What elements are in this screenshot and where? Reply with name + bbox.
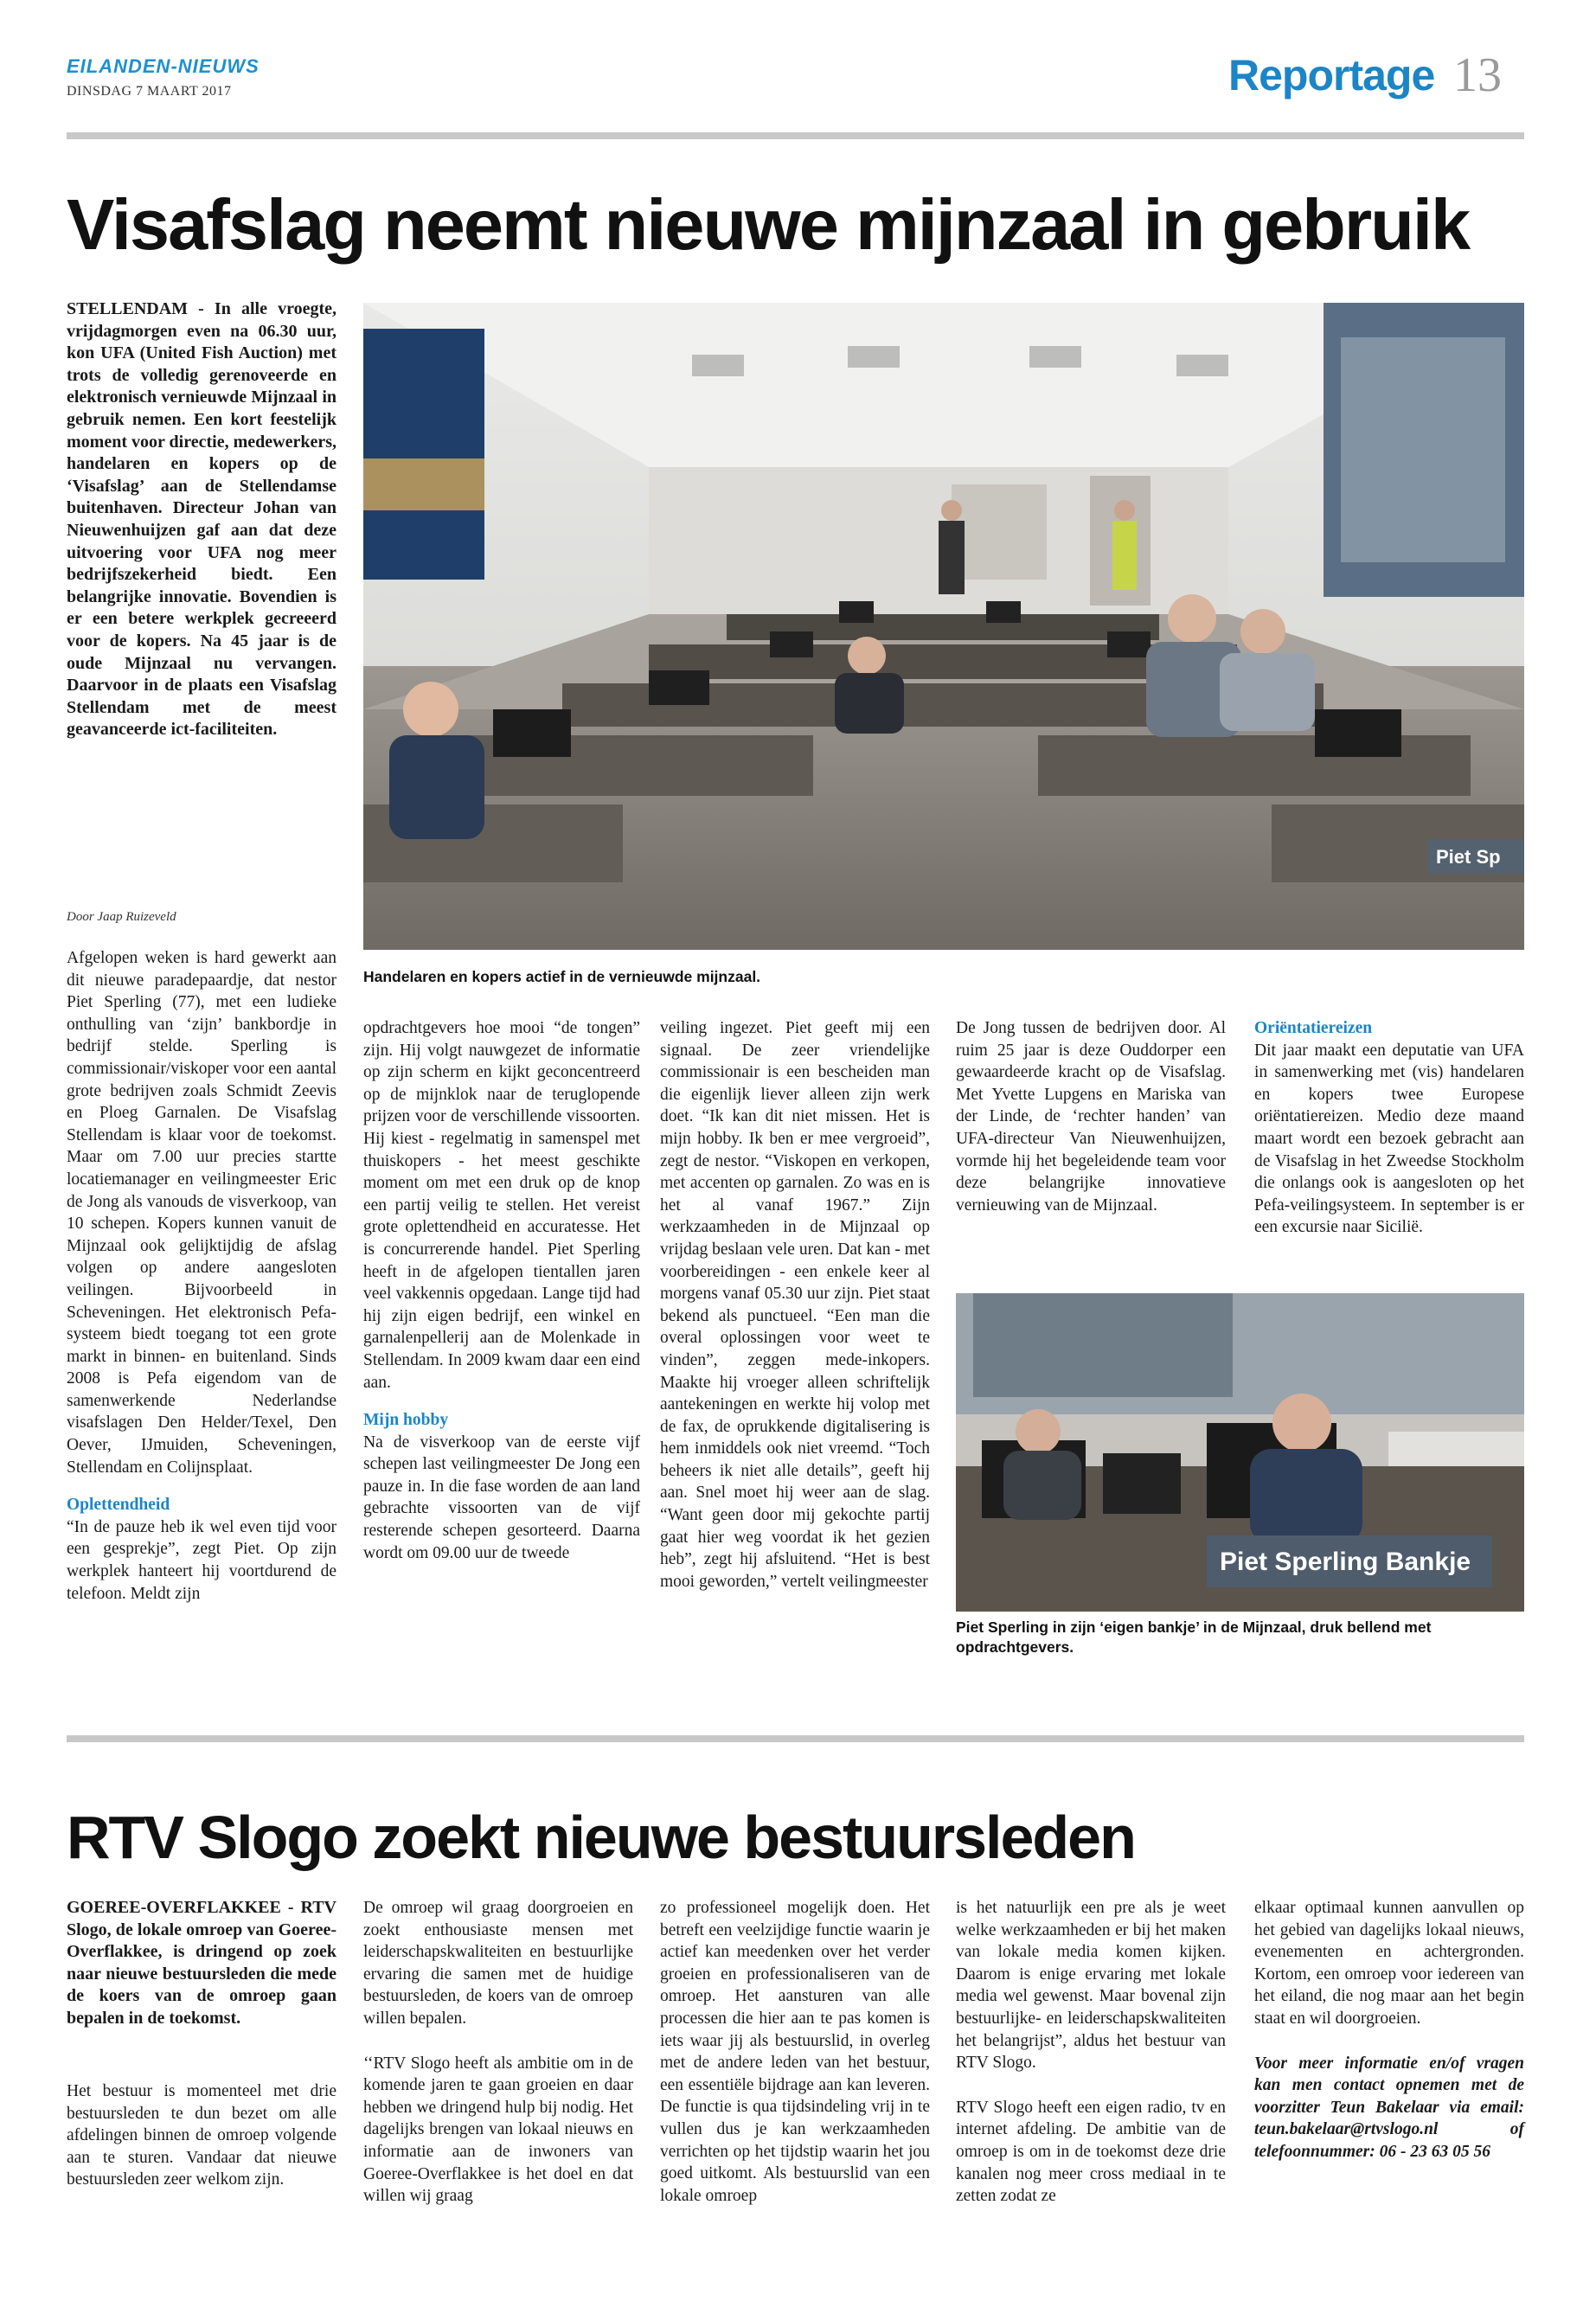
issue-date: DINSDAG 7 MAART 2017 bbox=[67, 84, 232, 99]
article2-col5a-text: elkaar optimaal kunnen aanvullen op het gebied van dagelijks lokaal nieuws, evenementen en achtergronden. Kortom, een omroep voor iedereen van het eiland, die nog maar aan het begin staat en wil doorgroeien. bbox=[1254, 1899, 1524, 2028]
article1-title: Visafslag neemt nieuwe mijnzaal in gebruik bbox=[67, 184, 1470, 265]
photo-piet-sperling bbox=[956, 1293, 1524, 1612]
subhead-orientatiereizen: Oriëntatiereizen bbox=[1254, 1019, 1373, 1037]
main-photo-mijnzaal bbox=[363, 303, 1524, 950]
header-rule bbox=[67, 132, 1524, 139]
article1-col4: De Jong tussen de bedrijven door. Al ruim 25 jaar is deze Ouddorper een gewaardeerde kracht op de Visafslag. Met Yvette Lupgens en Mariska van der Linde, de ‘rechter handen’ van UFA-directeur Van Nieuwenhuijzen, vormde hij het begeleidende team voor deze belangrijke innovatieve vernieuwing van de Mijnzaal. bbox=[956, 1019, 1226, 1215]
masthead-logo: EILANDEN-NIEUWS bbox=[67, 55, 260, 77]
article1-col5-text: Dit jaar maakt een deputatie van UFA in samenwerking met (vis) handelaren en kopers twee Europese oriëntatiereizen. Medio deze maand maart wordt een bezoek gebracht aan de Visafslag in het Zweedse Stockholm die onlangs ook is aangesloten op het Pefa-veilingsysteem. In september is er een excursie naar Sicilië. bbox=[1254, 1041, 1524, 1237]
bankje-sign-text: Piet Sperling Bankje bbox=[1220, 1548, 1471, 1576]
article1-col2-text: opdrachtgevers hoe mooi “de tongen” zijn. Hij volgt nauwgezet de informatie op zijn scherm en kijkt geconcentreerd op de mijnklok naar de teruglopende prijzen voor de verschillende vissoorten. Hij kiest - regelmatig in samenspel met thuiskopers - het meest geschikte moment om met een druk op de knop een partij veilig te stellen. Het vereist grote oplettendheid en accuratesse. Het is concurrerende handel. Piet Sperling heeft in de afgelopen tientallen jaren veel vakkennis opgedaan. Lange tijd had hij zijn eigen bedrijf, een winkel en garnalenpellerij aan de Molenkade in Stellendam. In 2009 kwam daar een eind aan. bbox=[363, 1019, 640, 1392]
contact-info: Voor meer informatie en/of vragen kan men contact opnemen met de voorzitter Teun Bakelaar via email: teun.bakelaar@rtvslogo.nl of telefoonnummer: 06 - 23 63 05 56 bbox=[1254, 2054, 1524, 2161]
article2-col1: Het bestuur is momenteel met drie bestuursleden te dun bezet om alle afdelingen binnen de omroep volgende aan te sturen. Vandaar dat nieuwe bestuursleden zeer welkom zijn. bbox=[67, 2082, 337, 2189]
article1-col1 bbox=[67, 947, 337, 1605]
caption-main-photo: Handelaren en kopers actief in de vernieuwde mijnzaal. bbox=[363, 968, 761, 985]
article1-byline: Door Jaap Ruizeveld bbox=[67, 910, 176, 924]
subhead-oplettendheid: Oplettendheid bbox=[67, 1496, 170, 1515]
article2-col4a-text: is het natuurlijk een pre als je weet welke werkzaamheden er bij het maken van lokale media komen kijken. Daarom is enige ervaring met lokale media wel gewenst. Maar bovenal zijn bestuurlijke- en leiderschapskwaliteiten het belangrijst”, aldus het bestuur van RTV Slogo. bbox=[956, 1899, 1226, 2073]
article2-col2a-text: De omroep wil graag doorgroeien en zoekt enthousiaste mensen met leiderschapskwaliteiten en bestuurlijke ervaring die samen met de huidige bestuursleden, de koers van de omroep willen bepalen. bbox=[363, 1899, 633, 2028]
article2-col3: zo professioneel mogelijk doen. Het betreft een veelzijdige functie waarin je actief kan meedenken over het verder groeien en professionaliseren van de omroep. Het aansturen van alle processen die hier aan te pas komen is iets waar jij als bestuurslid, in overleg met de andere leden van het bestuur, een essentiële bijdrage aan kan leveren. De functie is qua tijdsindeling vrij in te vullen dus je kan werkzaamheden verrichten op het tijdstip waarin het jou goed uitkomt. Als bestuurslid van een lokale omroep bbox=[660, 1899, 930, 2205]
section-title: Reportage bbox=[1228, 51, 1435, 99]
article2-lead: GOEREE-OVERFLAKKEE - RTV Slogo, de lokale omroep van Goeree-Overflakkee, is dringend op zoek naar nieuwe bestuursleden die mede de koers van de omroep gaan bepalen in de toekomst. bbox=[67, 1898, 337, 2028]
article2-col5 bbox=[1254, 1897, 1524, 2163]
article2-col4b-text: RTV Slogo heeft een eigen radio, tv en internet afdeling. De ambitie van de omroep is om in de toekomst deze drie kanalen nog meer cross mediaal in te zetten zodat ze bbox=[956, 2098, 1226, 2206]
article2-title: RTV Slogo zoekt nieuwe bestuursleden bbox=[67, 1804, 1135, 1871]
page-number: 13 bbox=[1453, 48, 1502, 102]
main-photo-sign-text: Piet Sp bbox=[1436, 846, 1501, 868]
photo-piet-sperling-illustration bbox=[956, 1293, 1524, 1612]
subhead-mijn-hobby: Mijn hobby bbox=[363, 1411, 449, 1430]
article1-col2 bbox=[363, 1017, 640, 1564]
article1-col3: veiling ingezet. Piet geeft mij een signaal. De zeer vriendelijke commissionair is een bescheiden man die eigenlijk liever alleen zijn werk doet. “Ik kan dit niet missen. Het is mijn hobby. Ik ben er mee vergroeid”, zegt de nestor. “Viskopen en verkopen, met accenten op garnalen. Zo was en is het al vanaf 1967.” Zijn werkzaamheden in de Mijnzaal op vrijdag beslaan vele uren. Dat kan - met voorbereidingen - een enkele keer al morgens vanaf 05.30 uur zijn. Piet staat bekend als punctueel. “Een man die overal oplossingen voor weet te vinden”, zeggen mede-inkopers. Maakte hij vroeger alleen schriftelijk aantekeningen en werkte hij volop met de fax, de oprukkende digitalisering is hem inmiddels ook niet vreemd. “Toch beheers ik niet alle details”, geeft hij aan. Snel moet hij weer aan de slag. “Want geen door mij gekochte partij gaat hier weg voordat ik het gezien heb”, zegt hij afsluitend. “Het is best mooi geworden,” vertelt veilingmeester bbox=[660, 1019, 930, 1591]
article2-col2 bbox=[363, 1897, 633, 2208]
article1-lead: STELLENDAM - In alle vroegte, vrijdagmorgen even na 06.30 uur, kon UFA (United Fish Auction) met trots de volledig gerenoveerde en elektronisch vernieuwde Mijnzaal in gebruik nemen. Een kort feestelijk moment voor directie, medewerkers, handelaren en kopers op de ‘Visafslag’ aan de Stellendamse buitenhaven. Directeur Johan van Nieuwenhuijzen gaf aan dat deze uitvoering voor UFA nog meer bedrijfszekerheid biedt. Een belangrijke innovatie. Bovendien is er een betere werkplek gecreeerd voor de kopers. Na 45 jaar is de oude Mijnzaal nu vervangen. Daarvoor in de plaats een Visafslag Stellendam met de meest geavanceerde ict-faciliteiten. bbox=[67, 299, 337, 740]
article2-col2b-text: ‘‘RTV Slogo heeft als ambitie om in de komende jaren te gaan groeien en daar hebben we dringend hulp bij nodig. Het dagelijks brengen van lokaal nieuws en informatie aan de inwoners van Goeree-Overflakkee is het doel en dat willen wij graag bbox=[363, 2054, 633, 2206]
article1-col1-text: Afgelopen weken is hard gewerkt aan dit nieuwe paradepaardje, dat nestor Piet Sperling (77), met een ludieke onthulling van ‘zijn’ bankbordje in bedrijf stelde. Sperling is commissionair/viskoper voor een aantal grote bedrijven zoals Schmidt Zeevis en Ploeg Garnalen. De Visafslag Stellendam is klaar voor de toekomst. Maar om 7.00 uur precies startte locatiemanager en veilingmeester Eric de Jong als vanouds de visverkoop, van 10 schepen. Kopers kunnen vanuit de Mijnzaal ook gelijktijdig de afslag volgen op andere aangesloten veilingen. Bijvoorbeeld in Scheveningen. Het elektronisch Pefa-systeem biedt toegang tot een grote markt in binnen- en buitenland. Sinds 2008 is Pefa eigendom van de samenwerkende Nederlandse visafslagen Den Helder/Texel, Den Oever, IJmuiden, Scheveningen, Stellendam en Colijnsplaat. bbox=[67, 949, 337, 1477]
article1-col2b-text: Na de visverkoop van de eerste vijf schepen last veilingmeester De Jong een pauze in. In die fase worden de aan land gebrachte vissoorten van de vijf resterende schepen gesorteerd. Daarna wordt om 09.00 uur de tweede bbox=[363, 1433, 640, 1562]
article2-col4 bbox=[956, 1897, 1226, 2208]
caption-piet-sperling: Piet Sperling in zijn ‘eigen bankje’ in de Mijnzaal, druk bellend met opdrachtgevers. bbox=[956, 1618, 1432, 1656]
article1-col5 bbox=[1254, 1017, 1524, 1239]
article-divider bbox=[67, 1735, 1524, 1742]
main-photo-illustration bbox=[363, 303, 1524, 950]
article1-col1b-text: “In de pauze heb ik wel even tijd voor een gesprekje”, zegt Piet. Op zijn werkplek hanteert hij voortdurend de telefoon. Meldt zijn bbox=[67, 1517, 337, 1603]
